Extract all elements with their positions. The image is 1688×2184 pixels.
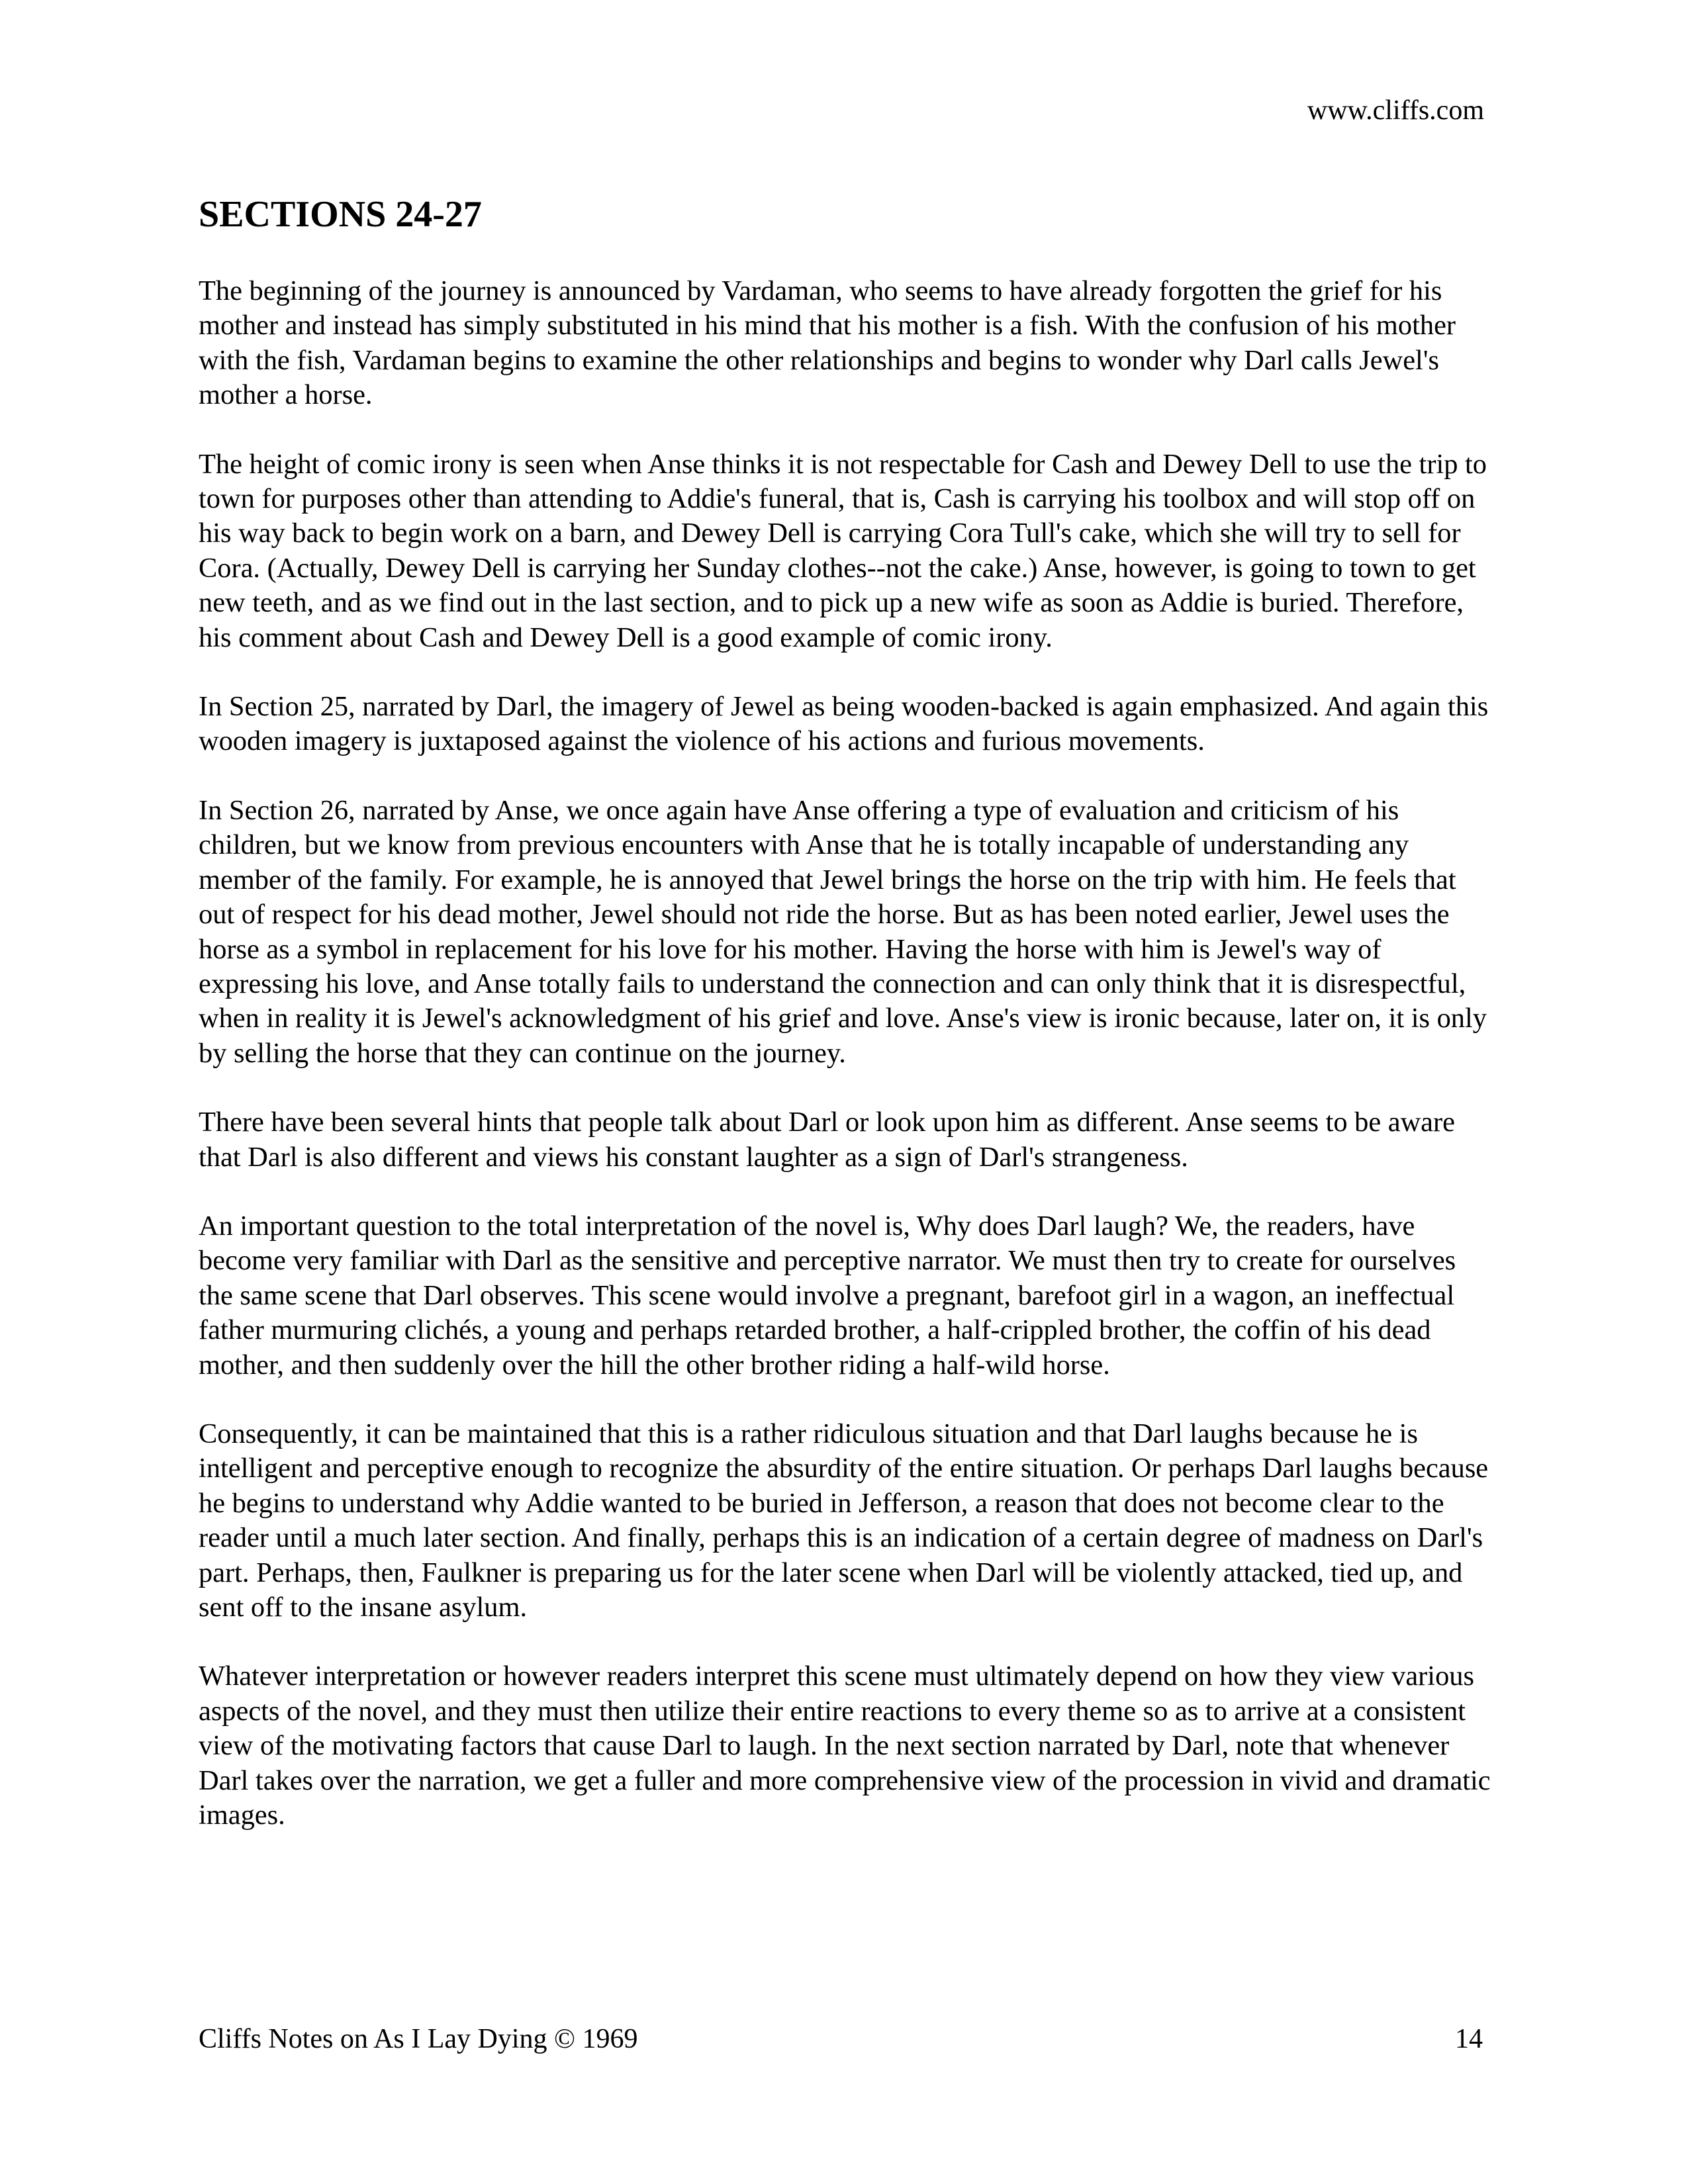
paragraph-1: The beginning of the journey is announced by Vardaman, who seems to have already forgotten the grief for his mother and instead has simply substituted in his mind that his mother is a fish. With the confusion of his mother with the fish, Vardaman begins to examine the other relationships and begins to wonder why Darl calls Jewel's mother a horse. [199,275,1456,411]
paragraph-4: In Section 26, narrated by Anse, we once again have Anse offering a type of evaluation and criticism of his children, but we know from previous encounters with Anse that he is totally incapable of understanding any member of the family. For example, he is annoyed that Jewel brings the horse on the trip with him. He feels that out of respect for his dead mother, Jewel should not ride the horse. But as has been noted earlier, Jewel uses the horse as a symbol in replacement for his love for his mother. Having the horse with him is Jewel's way of expressing his love, and Anse totally fails to understand the connection and can only think that it is disrespectful, when in reality it is Jewel's acknowledgment of his grief and love. Anse's view is ironic because, later on, it is only by selling the horse that they can continue on the journey. [199,794,1487,1069]
paragraph-7: Consequently, it can be maintained that this is a rather ridiculous situation and that Darl laughs because he is intelligent and perceptive enough to recognize the absurdity of the entire situation. Or perhaps Darl laughs because he begins to understand why Addie wanted to be buried in Jefferson, a reason that does not become clear to the reader until a much later section. And finally, perhaps this is an indication of a certain degree of madness on Darl's part. Perhaps, then, Faulkner is preparing us for the later scene when Darl will be violently attacked, tied up, and sent off to the insane asylum. [199,1418,1489,1623]
page-title: SECTIONS 24-27 [199,194,482,235]
paragraph-2: The height of comic irony is seen when Anse thinks it is not respectable for Cash and Dewey Dell to use the trip to town for purposes other than attending to Addie's funeral, that is, Cash is carrying his toolbox and will stop off on his way back to begin work on a barn, and Dewey Dell is carrying Cora Tull's cake, which she will try to sell for Cora. (Actually, Dewey Dell is carrying her Sunday clothes--not the cake.) Anse, however, is going to town to get new teeth, and as we find out in the last section, and to pick up a new wife as soon as Addie is buried. Therefore, his comment about Cash and Dewey Dell is a good example of comic irony. [199,448,1487,653]
paragraph-8: Whatever interpretation or however readers interpret this scene must ultimately depend on how they view various aspects of the novel, and they must then utilize their entire reactions to every theme so as to arrive at a consistent view of the motivating factors that cause Darl to laugh. In the next section narrated by Darl, note that whenever Darl takes over the narration, we get a fuller and more comprehensive view of the procession in vivid and dramatic images. [199,1661,1491,1831]
body-text [199,274,1496,1867]
paragraph-5: There have been several hints that people talk about Darl or look upon him as different. Anse seems to be aware that Darl is also different and views his constant laughter as a sign of Darl's strangeness. [199,1107,1455,1173]
page-number: 14 [1455,2024,1483,2054]
paragraph-6: An important question to the total interpretation of the novel is, Why does Darl laugh? We, the readers, have become very familiar with Darl as the sensitive and perceptive narrator. We must then try to create for ourselves the same scene that Darl observes. This scene would involve a pregnant, barefoot girl in a wagon, an ineffectual father murmuring clichés, a young and perhaps retarded brother, a half-crippled brother, the coffin of his dead mother, and then suddenly over the hill the other brother riding a half-wild horse. [199,1210,1456,1381]
footer-book-title: Cliffs Notes on As I Lay Dying © 1969 [199,2024,638,2054]
site-url: www.cliffs.com [1307,95,1484,126]
paragraph-3: In Section 25, narrated by Darl, the imagery of Jewel as being wooden-backed is again emphasized. And again this wooden imagery is juxtaposed against the violence of his actions and furious movements. [199,691,1489,757]
